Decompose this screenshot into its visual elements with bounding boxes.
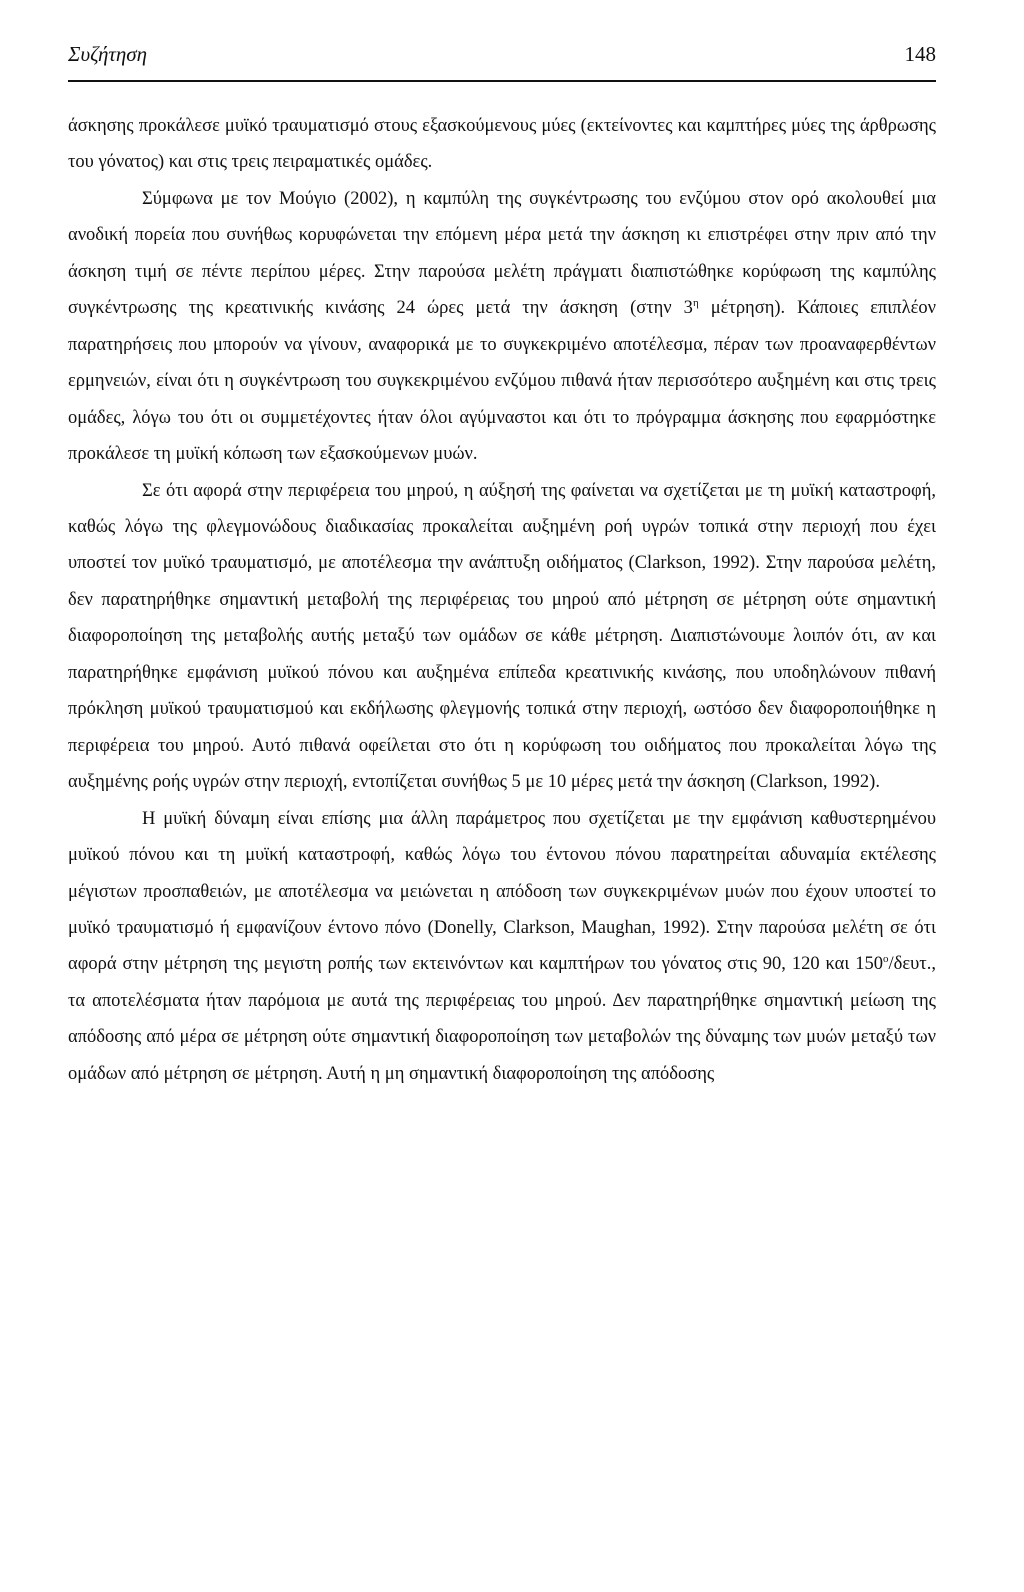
paragraph-enzyme-text-a: Σύμφωνα με τον Μούγιο (2002), η καμπύλη της συγκέντρωσης του ενζύμου στον ορό ακολουθεί μια ανοδική πορεία που συνήθως κορυφώνεται την επόμενη μέρα μετά την άσκηση κι επιστρέφει στην πριν από την άσκηση τιμή σε πέντε περίπου μέρες. Στην παρούσα μελέτη πράγματι διαπιστώθηκε κορύφωση της καμπύλης συγκέντρωσης της κρεατινικής κινάσης 24 ώρες μετά την άσκηση (στην 3 (68, 188, 936, 319)
paragraph-enzyme-text-b: μέτρηση). Κάποιες επιπλέον παρατηρήσεις που μπορούν να γίνουν, αναφορικά με το συγκεκριμένο αποτέλεσμα, πέραν των προαναφερθέντων ερμηνειών, είναι ότι η συγκέντρωση του συγκεκριμένου ενζύμου πιθανά ήταν περισσότερο αυξημένη και στις τρεις ομάδες, λόγω του ότι οι συμμετέχοντες ήταν όλοι αγύμναστοι και ότι το πρόγραμμα άσκησης που εφαρμόστηκε προκάλεσε τη μυϊκή κόπωση των εξασκούμενων μυών. (68, 298, 936, 465)
paragraph-continuation (68, 108, 936, 181)
paragraph-thigh-circumference (68, 473, 936, 801)
paragraph-continuation-text: άσκησης προκάλεσε μυϊκό τραυματισμό στους εξασκούμενους μύες (εκτείνοντες και καμπτήρες μύες της άρθρωσης του γόνατος) και στις τρεις πειραματικές ομάδες. (68, 116, 936, 173)
paragraph-enzyme (68, 181, 936, 473)
paragraph-muscle-strength-text-a: Η μυϊκή δύναμη είναι επίσης μια άλλη παράμετρος που σχετίζεται με την εμφάνιση καθυστερημένου μυϊκού πόνου και τη μυϊκή καταστροφή, καθώς λόγω του έντονου πόνου παρατηρείται αδυναμία εκτέλεσης μέγιστων προσπαθειών, με αποτέλεσμα να μειώνεται η απόδοση των συγκεκριμένων μυών που έχουν υποστεί το μυϊκό τραυματισμό ή εμφανίζουν έντονο πόνο (Donelly, Clarkson, Maughan, 1992). Στην παρούσα μελέτη σε ότι αφορά στην μέτρηση της μεγιστη ροπής των εκτεινόντων και καμπτήρων του γόνατος στις 90, 120 και 150 (68, 808, 936, 975)
header-rule (68, 80, 936, 82)
page-number: 148 (904, 42, 936, 66)
body-text (68, 108, 936, 1092)
paragraph-thigh-circumference-text: Σε ότι αφορά στην περιφέρεια του μηρού, η αύξησή της φαίνεται να σχετίζεται με τη μυϊκή καταστροφή, καθώς λόγω της φλεγμονώδους διαδικασίας προκαλείται αυξημένη ροή υγρών τοπικά στην περιοχή που έχει υποστεί τον μυϊκό τραυματισμό, με αποτέλεσμα την ανάπτυξη οιδήματος (Clarkson, 1992). Στην παρούσα μελέτη, δεν παρατηρήθηκε σημαντική μεταβολή της περιφέρειας του μηρού από μέτρηση σε μέτρηση ούτε σημαντική διαφοροποίηση της μεταβολής αυτής μεταξύ των ομάδων σε κάθε μέτρηση. Διαπιστώνουμε λοιπόν ότι, αν και παρατηρήθηκε εμφάνιση μυϊκού πόνου και αυξημένα επίπεδα κρεατινικής κινάσης, που υποδηλώνουν πιθανή πρόκληση μυϊκού τραυματισμού και εκδήλωσης φλεγμονής τοπικά στην περιοχή, ωστόσο δεν διαφοροποιήθηκε η περιφέρεια του μηρού. Αυτό πιθανά οφείλεται στο ότι η κορύφωση του οιδήματος που προκαλείται λόγω της αυξημένης ροής υγρών στην περιοχή, εντοπίζεται συνήθως 5 με 10 μέρες μετά την άσκηση (Clarkson, 1992). (68, 480, 936, 793)
superscript-eta: η (692, 297, 699, 310)
running-header (68, 42, 936, 72)
superscript-degree: ο (883, 953, 889, 966)
paragraph-muscle-strength (68, 801, 936, 1093)
paragraph-muscle-strength-text-b: /δευτ., τα αποτελέσματα ήταν παρόμοια με αυτά της περιφέρειας του μηρού. Δεν παρατηρήθηκε σημαντική μείωση της απόδοσης από μέρα σε μέτρηση ούτε σημαντική διαφοροποίηση των μεταβολών της δύναμης των μυών μεταξύ των ομάδων από μέτρηση σε μέτρηση. Αυτή η μη σημαντική διαφοροποίηση της απόδοσης (68, 954, 936, 1084)
section-title: Συζήτηση (68, 42, 148, 66)
